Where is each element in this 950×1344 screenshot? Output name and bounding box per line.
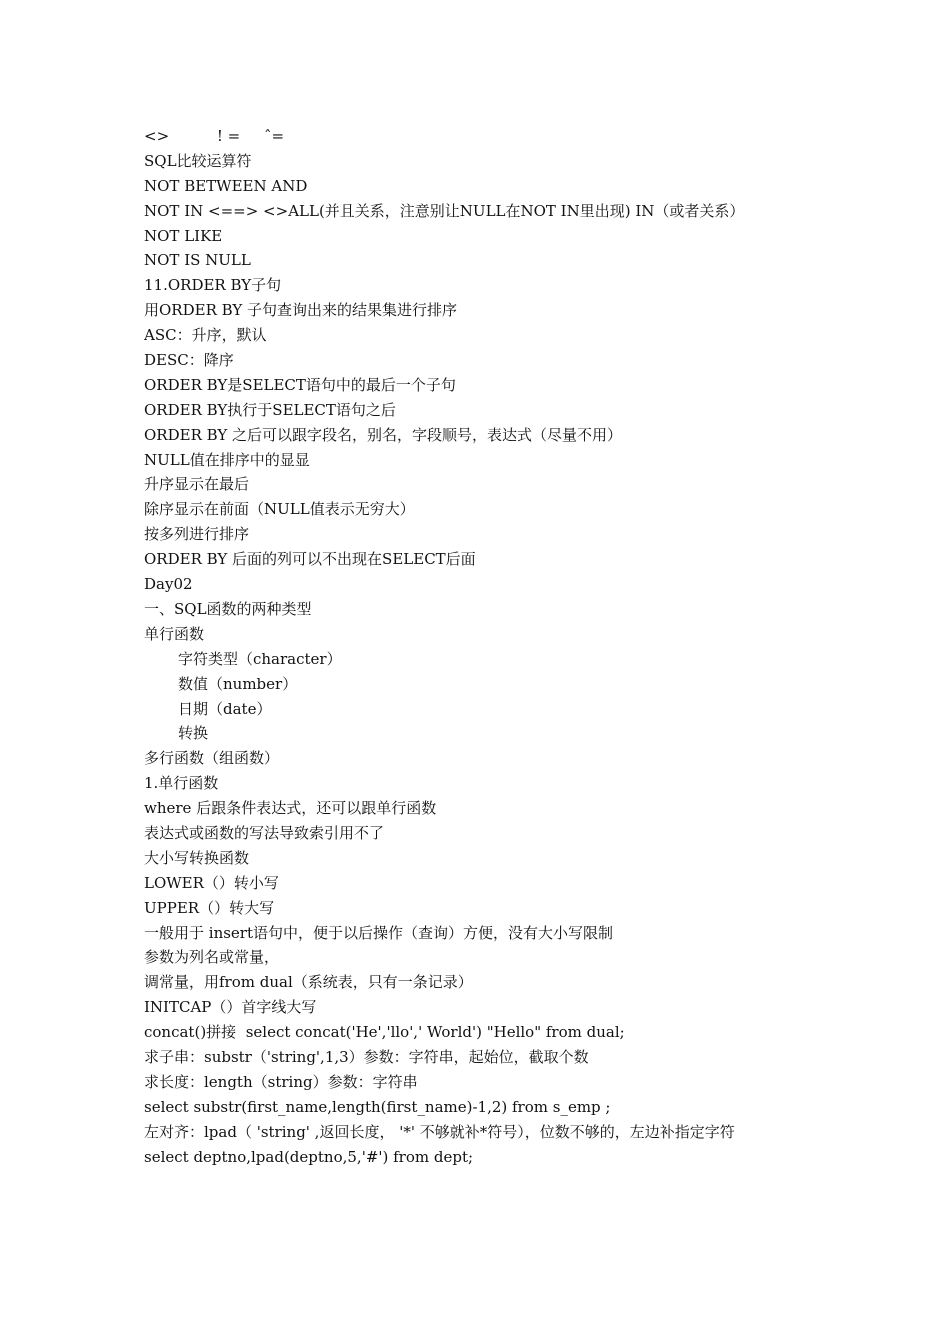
text-line: 大小写转换函数 <box>144 848 250 867</box>
text-line: NOT IN <==> <>ALL(并且关系，注意别让NULL在NOT IN里出现) IN（或者关系） <box>144 201 745 220</box>
text-line: 一般用于 insert语句中，便于以后操作（查询）方便，没有大小写限制 <box>144 923 614 942</box>
section-heading: 1.单行函数 <box>144 774 219 793</box>
code-line: select substr(first_name,length(first_name)-1,2) from s_emp ; <box>144 1097 611 1116</box>
document-body <box>144 124 814 1169</box>
text-line: where 后跟条件表达式，还可以跟单行函数 <box>144 799 437 818</box>
text-line: 升序显示在最后 <box>144 475 250 494</box>
text-line: 用ORDER BY 子句查询出来的结果集进行排序 <box>144 301 458 320</box>
text-line: 除序显示在前面（NULL值表示无穷大） <box>144 500 415 519</box>
list-item: 转换 <box>178 724 209 743</box>
code-line: concat()拼接 select concat('He','llo',' World') "Hello" from dual; <box>144 1023 625 1042</box>
text-line: 按多列进行排序 <box>144 525 250 544</box>
text-line: NOT BETWEEN AND <box>144 176 308 195</box>
list-item: 字符类型（character） <box>178 649 342 668</box>
section-heading: 一、SQL函数的两种类型 <box>144 599 312 618</box>
text-line: LOWER（）转小写 <box>144 873 279 892</box>
text-line: UPPER（）转大写 <box>144 898 275 917</box>
text-line: DESC：降序 <box>144 351 234 370</box>
text-line: 参数为列名或常量， <box>144 948 280 967</box>
text-line: INITCAP（）首字线大写 <box>144 998 317 1017</box>
text-line: SQL比较运算符 <box>144 151 252 170</box>
text-line: 左对齐：lpad（ 'string' ,返回长度， '*' 不够就补*符号），位数不够的，左边补指定字符 <box>144 1122 735 1141</box>
section-heading: Day02 <box>144 575 193 594</box>
text-line: 求长度：length（string）参数：字符串 <box>144 1072 418 1091</box>
text-line: ORDER BY 后面的列可以不出现在SELECT后面 <box>144 550 476 569</box>
section-heading: 11.ORDER BY子句 <box>144 276 282 295</box>
text-line: NOT LIKE <box>144 226 223 245</box>
text-line: ORDER BY 之后可以跟字段名，别名，字段顺号，表达式（尽量不用） <box>144 425 623 444</box>
text-line: NOT IS NULL <box>144 251 251 270</box>
text-line: NULL值在排序中的显显 <box>144 450 310 469</box>
text-line: <> ! = ˆ= <box>144 127 285 145</box>
text-line: ASC：升序，默认 <box>144 326 267 345</box>
text-line: ORDER BY是SELECT语句中的最后一个子句 <box>144 375 456 394</box>
text-line: ORDER BY执行于SELECT语句之后 <box>144 400 396 419</box>
text-line: 求子串：substr（'string',1,3）参数：字符串，起始位，截取个数 <box>144 1047 589 1066</box>
text-line: 表达式或函数的写法导致索引用不了 <box>144 823 385 842</box>
text-line: 单行函数 <box>144 624 205 643</box>
list-item: 数值（number） <box>178 674 298 693</box>
text-line: 多行函数（组函数） <box>144 749 280 768</box>
text-line: 调常量，用from dual（系统表，只有一条记录） <box>144 973 473 992</box>
list-item: 日期（date） <box>178 699 272 718</box>
code-line: select deptno,lpad(deptno,5,'#') from dept; <box>144 1147 474 1166</box>
